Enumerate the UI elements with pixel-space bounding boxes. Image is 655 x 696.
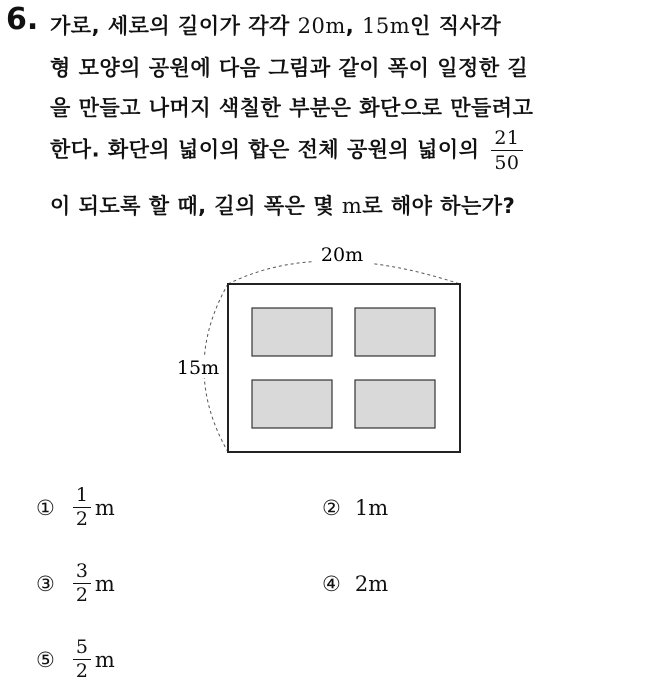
choice-4-mark: ④ [322, 572, 341, 596]
question-line-4 [50, 126, 527, 175]
choice-5-mark: ⑤ [36, 647, 55, 672]
choice-5-fraction [73, 636, 91, 683]
choice-4[interactable] [322, 572, 388, 596]
height-label: 15m [176, 357, 220, 379]
choice-1-mark: ① [36, 495, 55, 520]
question-line-3: 을 만들고 나머지 색칠한 부분은 화단으로 만들려고 [50, 96, 534, 120]
choice-1-unit: m [94, 495, 115, 520]
question-number: 6. [6, 2, 39, 37]
choice-4-value: 2m [354, 572, 389, 596]
question-text-1e: 인 직사각 [410, 14, 502, 38]
question-line-5 [50, 190, 515, 220]
choice-3-unit: m [94, 571, 115, 596]
question-text-1a: 가로, 세로의 길이가 각각 [50, 14, 298, 38]
question-text-1c: , [345, 14, 363, 38]
choice-1[interactable] [36, 484, 115, 531]
choice-3-num: 3 [75, 560, 88, 582]
choice-1-den: 2 [73, 507, 91, 531]
fraction-numerator: 21 [494, 127, 520, 149]
choice-5-unit: m [94, 647, 115, 672]
width-label: 20m [320, 244, 364, 266]
unit-m: m [341, 194, 363, 218]
choice-1-fraction [73, 484, 91, 531]
question-text-4: 한다. 화단의 넓이의 합은 전체 공원의 넓이의 [50, 137, 480, 162]
question-text-5c: 로 해야 하는가? [362, 194, 516, 218]
choice-5[interactable] [36, 636, 115, 683]
flowerbed-top-left [252, 308, 332, 356]
area-ratio-fraction [491, 126, 522, 175]
question-text-5a: 이 되도록 할 때, 길의 폭은 몇 [50, 194, 342, 218]
choice-2-mark: ② [322, 496, 341, 520]
flowerbed-top-right [355, 308, 435, 356]
park-figure [160, 238, 480, 466]
choice-5-num: 5 [75, 636, 88, 658]
choice-2-value: 1m [354, 496, 389, 520]
choice-3[interactable] [36, 560, 115, 607]
choice-3-den: 2 [73, 583, 91, 607]
question-line-1 [50, 10, 501, 40]
choice-1-num: 1 [75, 484, 88, 506]
fraction-denominator: 50 [491, 150, 522, 175]
flowerbed-bottom-left [252, 380, 332, 428]
choice-3-mark: ③ [36, 571, 55, 596]
question-line-2: 형 모양의 공원에 다음 그림과 같이 폭이 일정한 길 [50, 56, 529, 80]
width-value: 20m [297, 14, 346, 38]
choice-2[interactable] [322, 496, 388, 520]
height-value: 15m [362, 14, 411, 38]
choice-3-fraction [73, 560, 91, 607]
flowerbed-bottom-right [355, 380, 435, 428]
choice-5-den: 2 [73, 659, 91, 683]
